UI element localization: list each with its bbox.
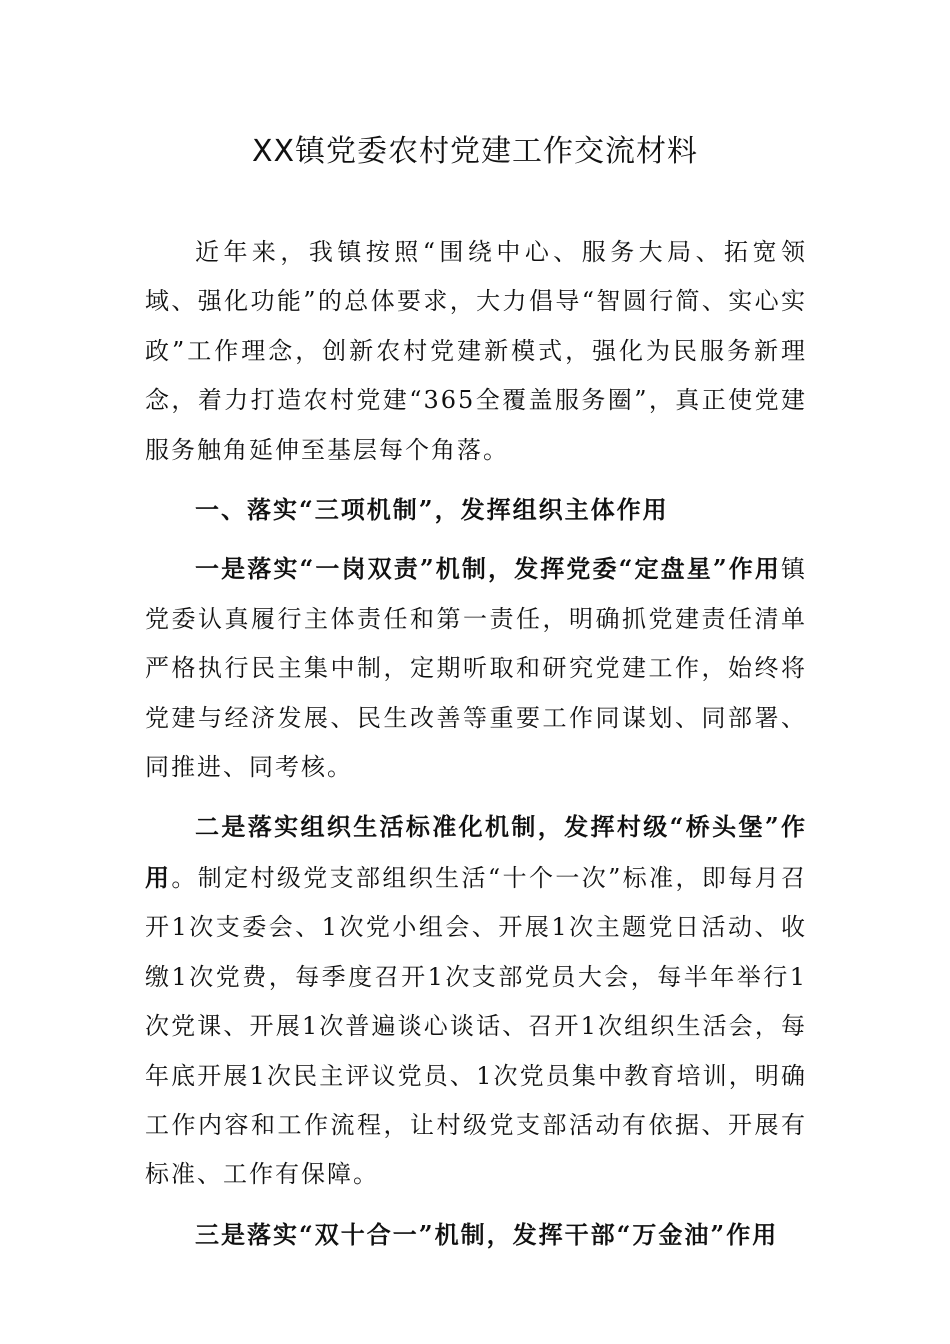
item-paragraph-2 <box>145 802 807 1199</box>
item-lead-2: 二是落实组织生活标准化机制，发挥村级“桥头堡”作用 <box>145 812 807 892</box>
document-body <box>145 228 807 1260</box>
document-title: XX镇党委农村党建工作交流材料 <box>251 134 699 169</box>
intro-paragraph: 近年来，我镇按照“围绕中心、服务大局、拓宽领域、强化功能”的总体要求，大力倡导“智圆行简、实心实政”工作理念，创新农村党建新模式，强化为民服务新理念，着力打造农村党建“365全覆盖服务圈”，真正使党建服务触角延伸至基层每个角落。 <box>145 238 807 464</box>
section-heading: 一、落实“三项机制”，发挥组织主体作用 <box>195 495 669 525</box>
item-text-2: 。制定村级党支部组织生活“十个一次”标准，即每月召开1次支委会、1次党小组会、开展1次主题党日活动、收缴1次党费，每季度召开1次支部党员大会，每半年举行1次党课、开展1次普遍谈心谈话、召开1次组织生活会，每年底开展1次民主评议党员、1次党员集中教育培训，明确工作内容和工作流程，让村级党支部活动有依据、开展有标准、工作有保障。 <box>145 863 808 1189</box>
item-lead-1: 一是落实“一岗双责”机制，发挥党委“定盘星”作用 <box>195 554 781 584</box>
item-paragraph-1 <box>145 544 807 792</box>
item-text-1: 镇党委认真履行主体责任和第一责任，明确抓党建责任清单严格执行民主集中制，定期听取和研究党建工作，始终将党建与经济发展、民生改善等重要工作同谋划、同部署、同推进、同考核。 <box>145 555 807 782</box>
item-lead-3: 三是落实“双十合一”机制，发挥干部“万金油”作用 <box>195 1219 779 1249</box>
item-paragraph-3 <box>145 1210 807 1260</box>
